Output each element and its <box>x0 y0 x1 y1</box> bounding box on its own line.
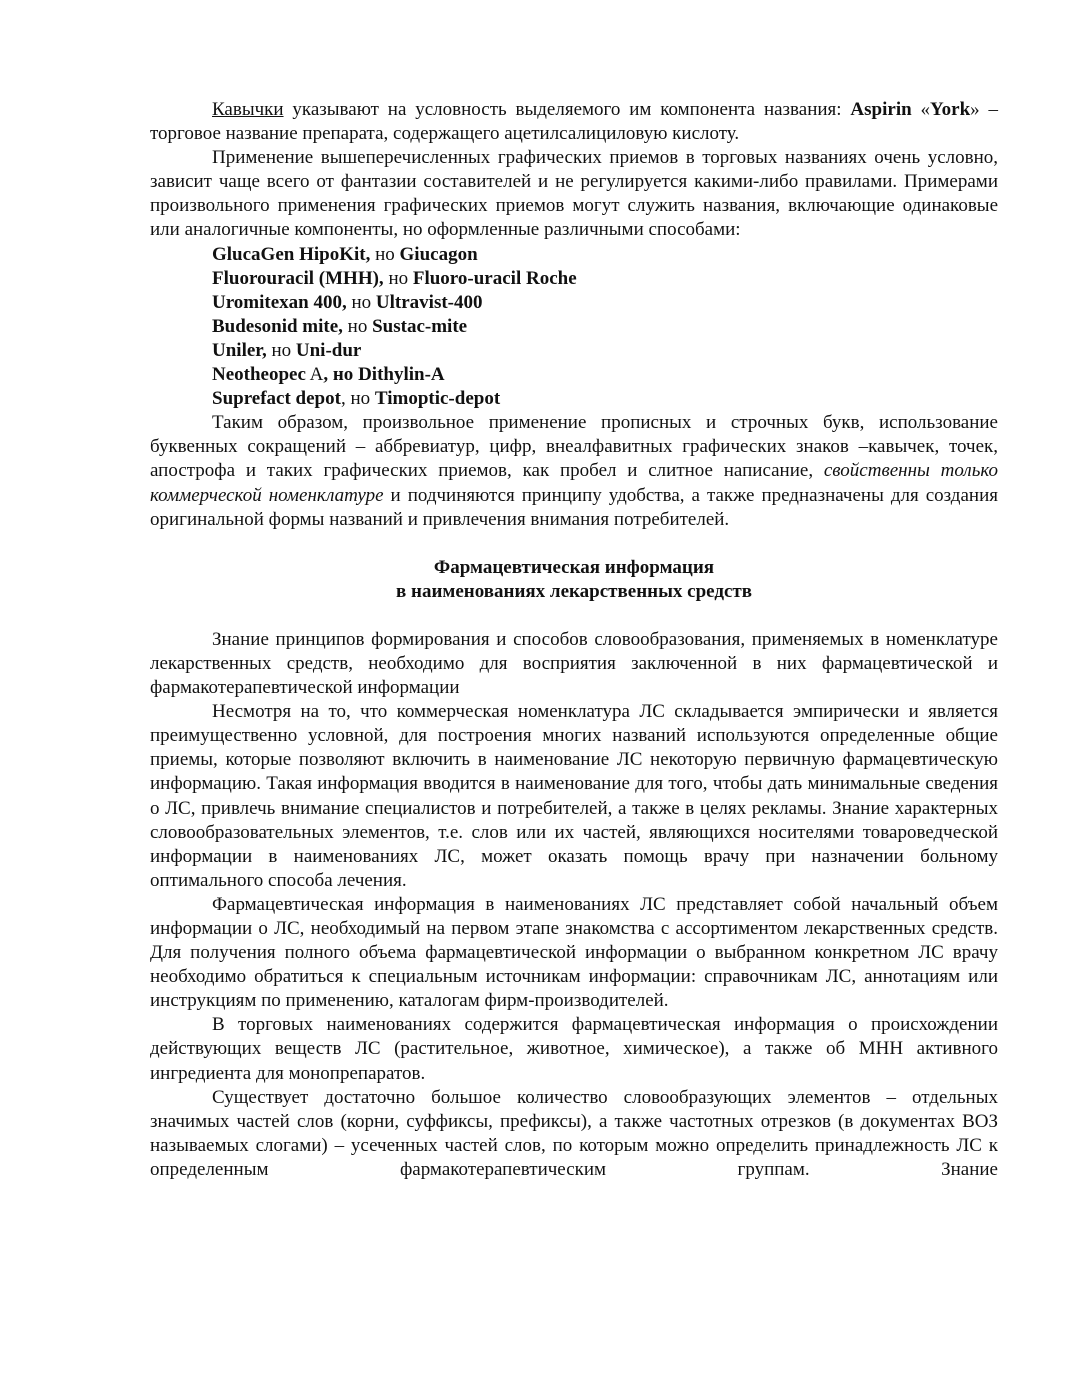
example-aspirin: Aspirin <box>850 99 912 120</box>
paragraph-quotes: Кавычки указывают на условность выделяемого им компонента названия: Aspirin «York» – торговое название препарата, содержащего ацетилсалициловую кислоту. <box>150 99 999 145</box>
paragraph-conclusion: Таким образом, произвольное применение прописных и строчных букв, использование буквенных сокращений – аббревиатур, цифр, внеалфавитных графических знаков –кавычек, точек, апострофа и таких графических приемов, как пробел и слитное написание, свойственны только коммерческой номенклатуре и подчиняются принципу удобства, а также предназначены для создания оригинальной формы названий и привлечения внимания потребителей. <box>150 412 999 530</box>
document-page <box>150 98 998 1182</box>
term-quotes: Кавычки <box>212 99 284 120</box>
paragraph-knowledge: Знание принципов формирования и способов словообразования, применяемых в номенклатуре лекарственных средств, необходимо для восприятия заключенной в них фармацевтической и фармакотерапевтической информации <box>150 628 998 699</box>
example-line: GlucaGen HipoKit, но Giucagon <box>212 243 478 265</box>
heading-line-1: Фармацевтическая информация <box>433 556 715 578</box>
heading-line-2: в наименованиях лекарственных средств <box>395 580 753 602</box>
example-line: Fluorouracil (МНН), но Fluoro-uracil Roche <box>212 267 577 289</box>
paragraph-word-elements: Существует достаточно большое количество словообразующих элементов – отдельных значимых частей слов (корни, суффиксы, префиксы), а также частотных отрезков (в документах ВОЗ называемых слогами) – усеченных частей слов, по которым можно определить принадлежность ЛС к определенным фармакотерапевтическим группам. Знание <box>150 1086 998 1180</box>
paragraph-trade-names: В торговых наименованиях содержится фармацевтическая информация о происхождении действующих веществ ЛС (растительное, животное, химическое), а также об МНН активного ингредиента для монопрепаратов. <box>150 1014 998 1084</box>
example-line: Budesonid mite, но Sustac-mite <box>212 315 468 337</box>
example-line: Neotheopec A, но Dithylin-A <box>212 364 445 386</box>
paragraph-commercial-nomenclature: Несмотря на то, что коммерческая номенклатура ЛС складывается эмпирически и является преимущественно условной, для построения многих названий используются определенные общие приемы, которые позволяют включить в наименование ЛС некоторую первичную фармацевтическую информацию. Такая информация вводится в наименование для того, чтобы дать минимальные сведения о ЛС, привлечь внимание специалистов и потребителей, а также в целях рекламы. Знание характерных словообразовательных элементов, т.е. слов или их частей, являющихся носителями товароведческой информации в наименованиях ЛС, может оказать помощь врачу при назначении больному оптимального способа лечения. <box>150 701 998 891</box>
example-york: York <box>930 99 971 120</box>
example-line: Uromitexan 400, но Ultravist-400 <box>212 291 483 313</box>
italic-phrase: свойственны только коммерческой номенклатуре <box>150 460 999 506</box>
section-heading <box>150 556 998 604</box>
paragraph-graphic-methods: Применение вышеперечисленных графических приемов в торговых названиях очень условно, зависит чаще всего от фантазии составителей и не регулируется какими-либо правилами. Примерами произвольного применения графических приемов могут служить названия, включающие одинаковые или аналогичные компоненты, но оформленные различными способами: <box>150 147 998 241</box>
examples-list <box>150 243 998 412</box>
example-line: Uniler, но Uni-dur <box>212 339 362 361</box>
paragraph-pharma-info: Фармацевтическая информация в наименованиях ЛС представляет собой начальный объем информации о ЛС, необходимый на первом этапе знакомства с ассортиментом лекарственных средств. Для получения полного объема фармацевтической информации о выбранном конкретном ЛС врачу необходимо обратиться к специальным источникам информации: справочникам ЛС, аннотациям или инструкциям по применению, каталогам фирм-производителей. <box>150 893 998 1012</box>
example-line: Suprefact depot, но Timoptic-depot <box>212 388 501 410</box>
